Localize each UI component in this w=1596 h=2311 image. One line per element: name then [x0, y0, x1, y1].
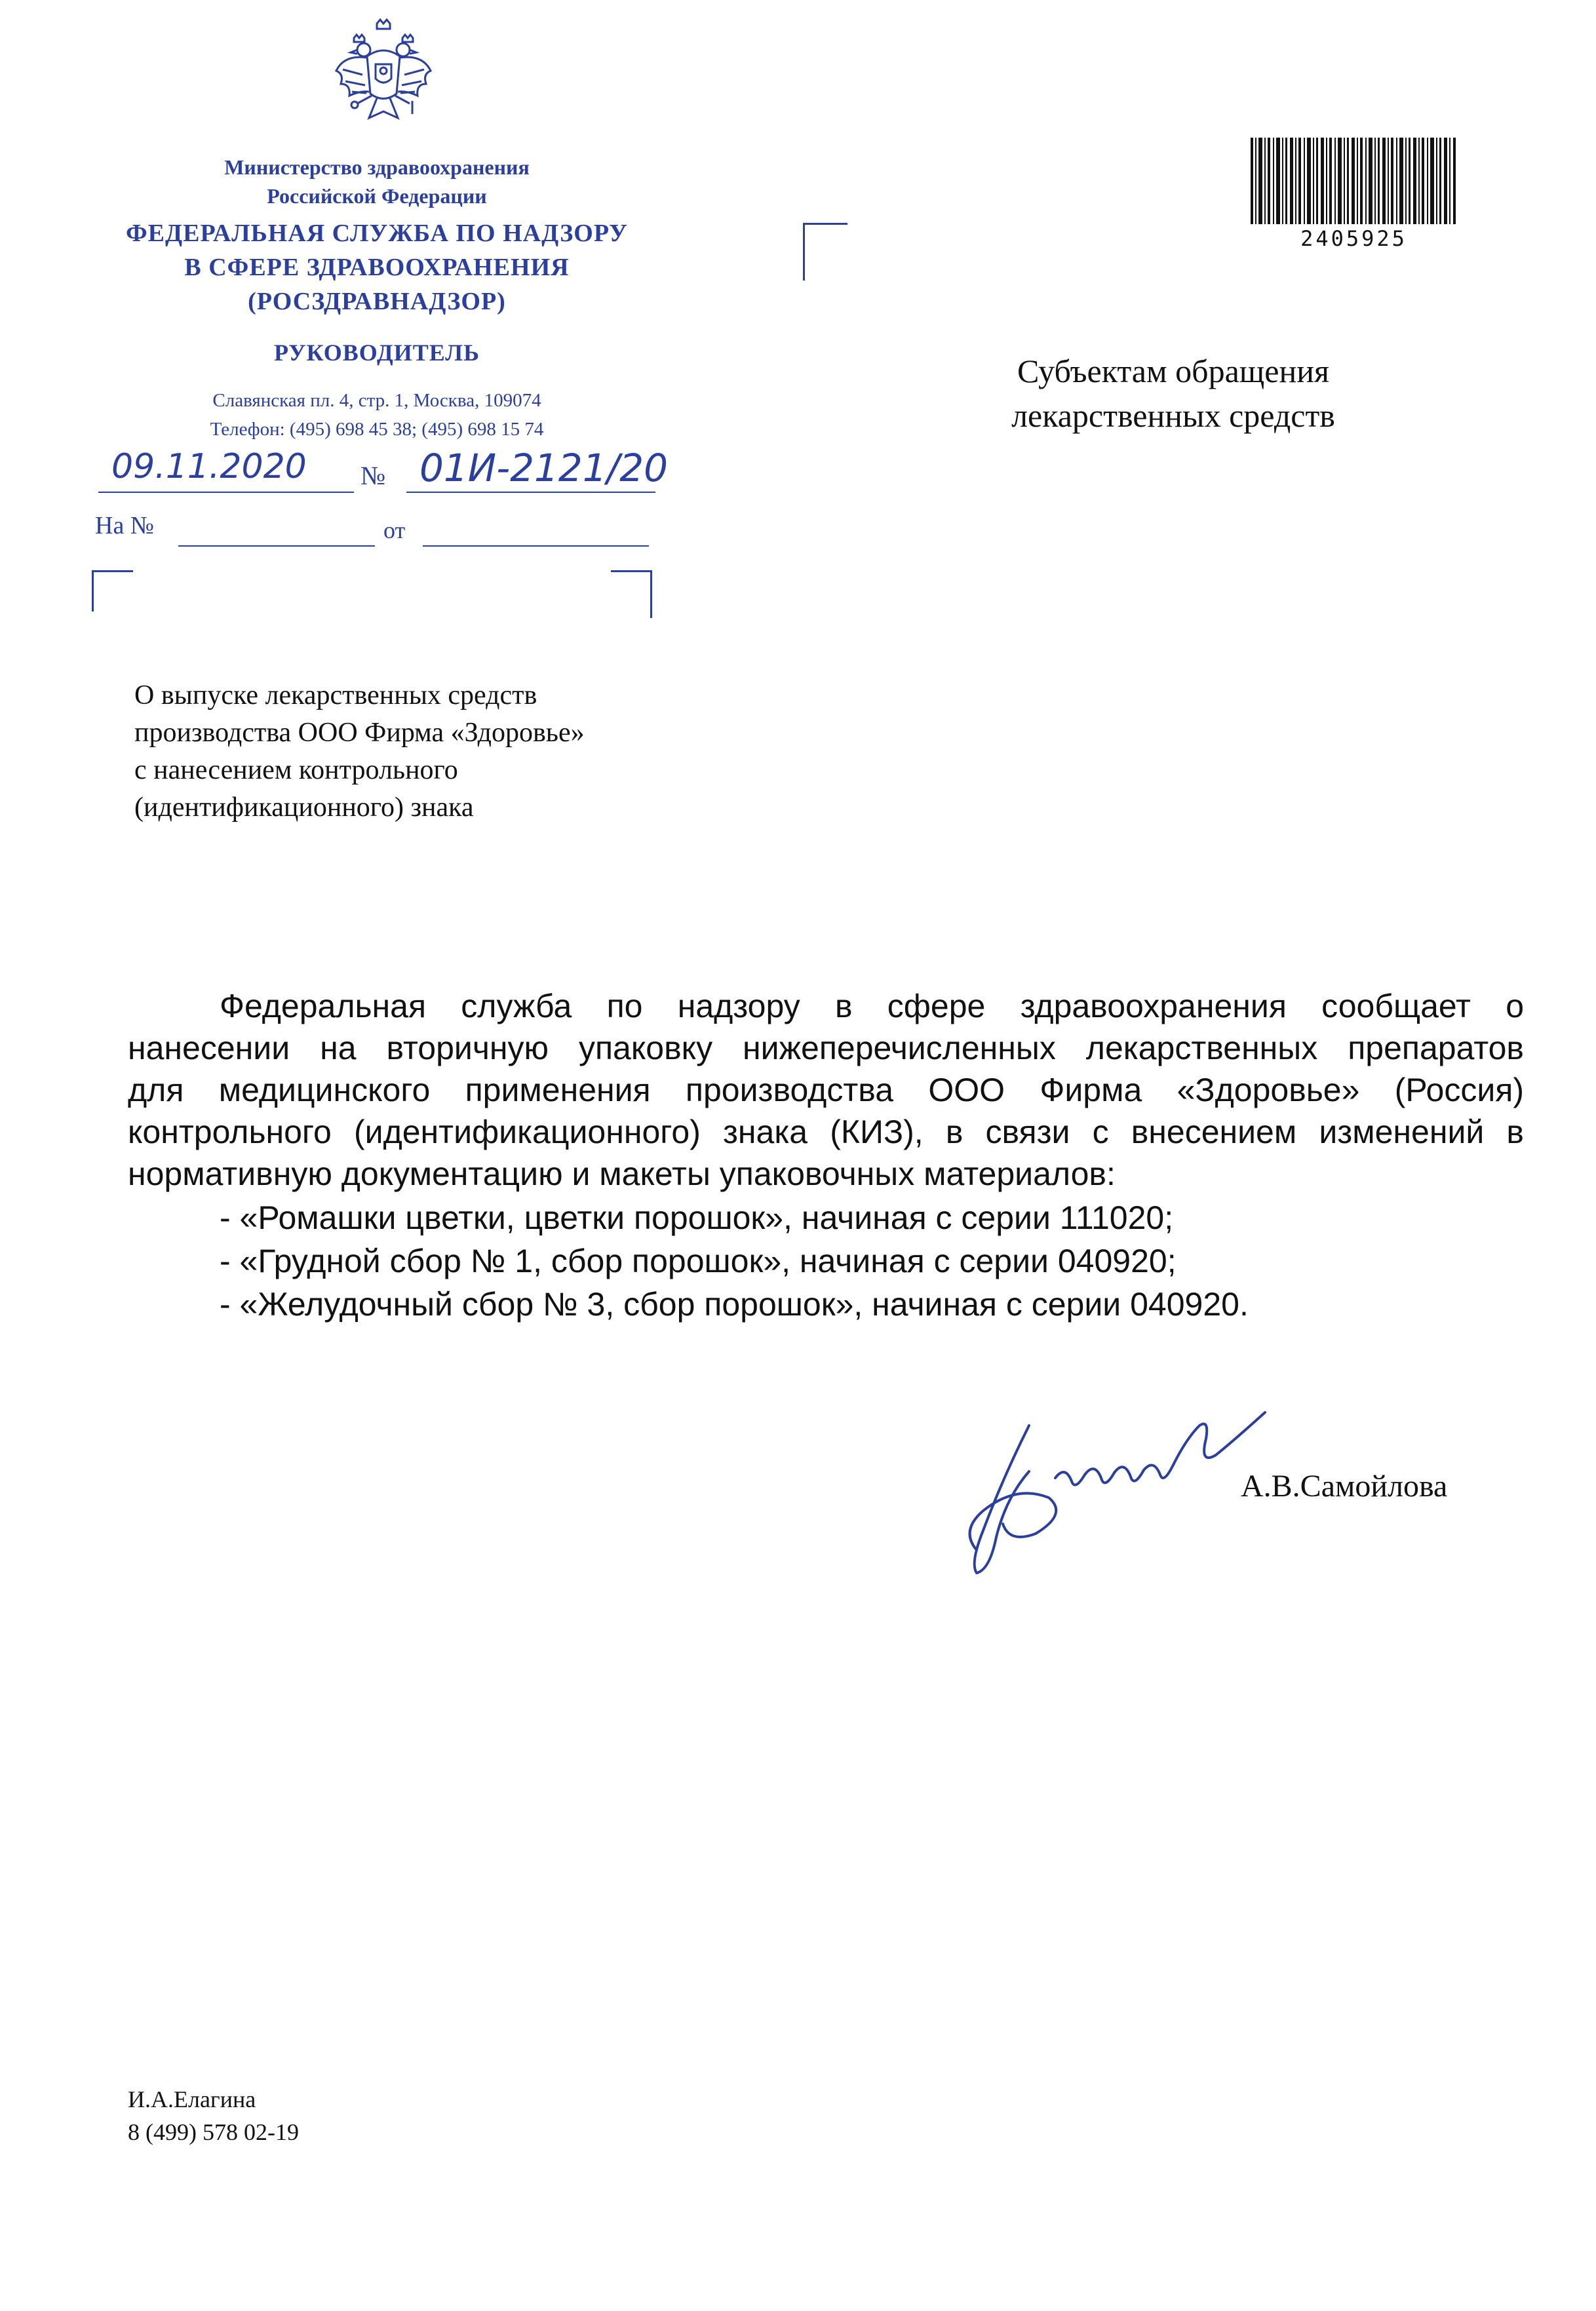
service-line-3: (РОСЗДРАВНАДЗОР) [248, 288, 506, 315]
left-corner-mark [92, 570, 133, 612]
signatory-name: А.В.Самойлова [1241, 1469, 1448, 1504]
ministry-line-1: Министерство здравоохранения [224, 155, 530, 179]
postal-address: Славянская пл. 4, стр. 1, Москва, 109074 [212, 390, 541, 411]
phone-numbers: Телефон: (495) 698 45 38; (495) 698 15 74 [210, 419, 544, 440]
subject-line-4: (идентификационного) знака [134, 792, 474, 823]
body-line-3: для медицинского применения производства ООО Фирма «Здоровье» (Россия) [128, 1072, 1524, 1108]
body-line-4: контрольного (идентификационного) знака (КИЗ), в связи с внесением изменений в [128, 1114, 1524, 1150]
service-line-1: ФЕДЕРАЛЬНАЯ СЛУЖБА ПО НАДЗОРУ [126, 220, 628, 247]
executor-name: И.А.Елагина [128, 2086, 256, 2112]
body-line-1: Федеральная служба по надзору в сфере здравоохранения сообщает о [220, 988, 1524, 1024]
executor-phone: 8 (499) 578 02-19 [128, 2119, 299, 2145]
registration-date: 09.11.2020 [111, 447, 307, 486]
subject-line-1: О выпуске лекарственных средств [134, 680, 537, 710]
ministry-line-2: Российской Федерации [267, 184, 487, 208]
registration-line [92, 446, 682, 498]
barcode [1251, 138, 1457, 229]
addressee-corner-mark [803, 223, 847, 281]
state-emblem [331, 18, 436, 133]
right-corner-mark [611, 570, 652, 618]
reply-number-line [178, 545, 375, 547]
body-line-5: нормативную документацию и макеты упаковочных материалов: [128, 1156, 1116, 1192]
addressee-line-1: Субъектам обращения [1017, 353, 1329, 389]
reply-from-line [423, 545, 649, 547]
list-item: - «Ромашки цветки, цветки порошок», начиная с серии 111020; [220, 1199, 1174, 1236]
reply-number-label: На № [95, 512, 155, 539]
list-item: - «Грудной сбор № 1, сбор порошок», начиная с серии 040920; [220, 1243, 1177, 1279]
service-line-2: В СФЕРЕ ЗДРАВООХРАНЕНИЯ [184, 254, 570, 281]
role-title: РУКОВОДИТЕЛЬ [274, 340, 480, 366]
barcode-bars-icon [1251, 138, 1457, 224]
number-underline [406, 492, 655, 493]
double-headed-eagle-icon [331, 18, 436, 133]
date-underline [98, 492, 354, 493]
barcode-number: 2405925 [1300, 226, 1407, 251]
addressee-line-2: лекарственных средств [1011, 397, 1335, 434]
subject-line-2: производства ООО Фирма «Здоровье» [134, 718, 585, 748]
reply-from-label: от [383, 517, 406, 543]
list-item: - «Желудочный сбор № 3, сбор порошок», начиная с серии 040920. [220, 1286, 1249, 1323]
registration-number: 01И-2121/20 [419, 446, 669, 490]
number-sign: № [360, 461, 386, 490]
body-line-2: нанесении на вторичную упаковку нижеперечисленных лекарственных препаратов [128, 1030, 1524, 1066]
subject-line-3: с нанесением контрольного [134, 755, 458, 785]
